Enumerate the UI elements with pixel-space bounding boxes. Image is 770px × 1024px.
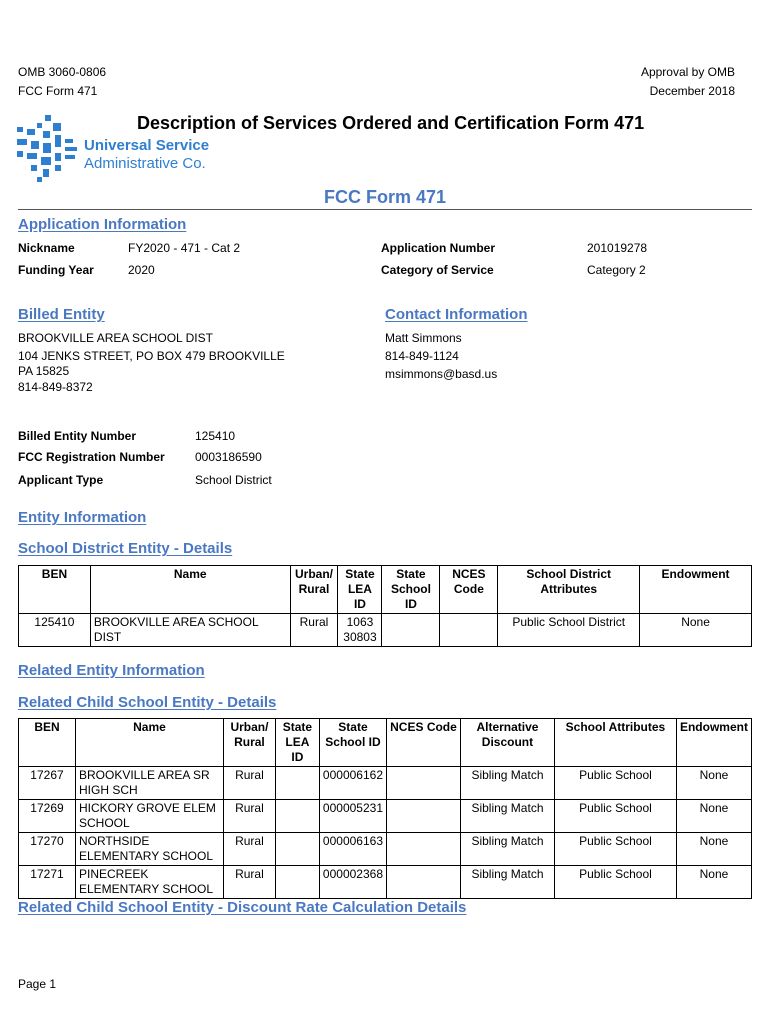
cell-urban-rural: Rural (290, 614, 338, 647)
cell-school-attributes: Public School (554, 833, 676, 866)
col-ben: BEN (19, 566, 91, 614)
cell-state-lea-id: 1063 30803 (338, 614, 382, 647)
billed-entity-phone: 814-849-8372 (18, 380, 93, 394)
cell-urban-rural: Rural (223, 866, 275, 899)
table-row (19, 800, 752, 833)
child-table (18, 718, 752, 899)
cell-name: PINECREEK ELEMENTARY SCHOOL (75, 866, 223, 899)
cell-state-school-id: 000006163 (319, 833, 386, 866)
col-district-attributes: School District Attributes (498, 566, 640, 614)
col-nces-code: NCES Code (440, 566, 498, 614)
billed-entity-number-label: Billed Entity Number (18, 429, 137, 443)
contact-name: Matt Simmons (385, 331, 462, 345)
cell-endowment: None (676, 833, 751, 866)
cell-endowment: None (640, 614, 752, 647)
title-divider (18, 209, 752, 210)
cell-ben: 17271 (19, 866, 76, 899)
funding-year-label: Funding Year (18, 263, 94, 277)
category-value: Category 2 (587, 263, 646, 277)
col-state-school-id: State School ID (319, 719, 386, 767)
cell-nces-code (440, 614, 498, 647)
cell-district-attributes: Public School District (498, 614, 640, 647)
cell-endowment: None (676, 767, 751, 800)
col-urban-rural: Urban/ Rural (223, 719, 275, 767)
child-table-header (19, 719, 752, 767)
table-row (19, 866, 752, 899)
cell-school-attributes: Public School (554, 767, 676, 800)
col-name: Name (90, 566, 290, 614)
col-state-lea-id: State LEA ID (275, 719, 319, 767)
cell-urban-rural: Rural (223, 800, 275, 833)
district-table-header (19, 566, 752, 614)
col-state-lea-id: State LEA ID (338, 566, 382, 614)
contact-phone: 814-849-1124 (385, 349, 459, 363)
applicant-type-label: Applicant Type (18, 473, 104, 487)
cell-alternative-discount: Sibling Match (460, 800, 554, 833)
cell-alternative-discount: Sibling Match (460, 833, 554, 866)
table-row (19, 833, 752, 866)
application-heading: Application Information (18, 216, 187, 233)
child-heading: Related Child School Entity - Details (18, 694, 277, 711)
cell-state-school-id: 000002368 (319, 866, 386, 899)
col-ben: BEN (19, 719, 76, 767)
cell-state-school-id (382, 614, 440, 647)
cell-state-school-id: 000006162 (319, 767, 386, 800)
entity-heading: Entity Information (18, 509, 147, 526)
cell-state-school-id: 000005231 (319, 800, 386, 833)
page-number: Page 1 (18, 977, 57, 991)
app-number-label: Application Number (381, 241, 496, 255)
app-number-value: 201019278 (587, 241, 648, 255)
cell-name: BROOKVILLE AREA SR HIGH SCH (75, 767, 223, 800)
billed-entity-address2: PA 15825 (18, 364, 70, 378)
cell-endowment: None (676, 866, 751, 899)
table-row (19, 614, 752, 647)
fcc-reg-value: 0003186590 (195, 450, 262, 464)
cell-alternative-discount: Sibling Match (460, 767, 554, 800)
nickname-label: Nickname (18, 241, 75, 255)
fcc-reg-label: FCC Registration Number (18, 450, 165, 464)
applicant-type-value: School District (195, 473, 272, 487)
cell-ben: 17267 (19, 767, 76, 800)
cell-nces-code (387, 800, 461, 833)
cell-name: HICKORY GROVE ELEM SCHOOL (75, 800, 223, 833)
col-nces-code: NCES Code (387, 719, 461, 767)
cell-nces-code (387, 833, 461, 866)
usac-logo-icon (15, 115, 79, 185)
cell-state-lea-id (275, 800, 319, 833)
main-title: Description of Services Ordered and Certification Form 471 (137, 113, 645, 133)
related-heading: Related Entity Information (18, 662, 205, 679)
col-state-school-id: State School ID (382, 566, 440, 614)
cell-state-lea-id (275, 767, 319, 800)
col-endowment: Endowment (640, 566, 752, 614)
funding-year-value: 2020 (128, 263, 155, 277)
cell-name: BROOKVILLE AREA SCHOOL DIST (90, 614, 290, 647)
nickname-value: FY2020 - 471 - Cat 2 (128, 241, 241, 255)
cell-state-lea-id (275, 866, 319, 899)
cell-name: NORTHSIDE ELEMENTARY SCHOOL (75, 833, 223, 866)
form-title: FCC Form 471 (323, 187, 447, 207)
cell-nces-code (387, 866, 461, 899)
col-endowment: Endowment (676, 719, 751, 767)
cell-school-attributes: Public School (554, 800, 676, 833)
billed-entity-name: BROOKVILLE AREA SCHOOL DIST (18, 331, 213, 345)
child-table-body (19, 767, 752, 899)
contact-email: msimmons@basd.us (385, 367, 498, 381)
cell-alternative-discount: Sibling Match (460, 866, 554, 899)
cell-school-attributes: Public School (554, 866, 676, 899)
table-row (19, 767, 752, 800)
billed-entity-address1: 104 JENKS STREET, PO BOX 479 BROOKVILLE (18, 349, 285, 363)
district-table (18, 565, 752, 647)
col-school-attributes: School Attributes (554, 719, 676, 767)
contact-heading: Contact Information (385, 306, 528, 323)
district-heading: School District Entity - Details (18, 540, 233, 557)
billed-entity-number: 125410 (195, 429, 236, 443)
cell-state-lea-id (275, 833, 319, 866)
col-name: Name (75, 719, 223, 767)
category-label: Category of Service (381, 263, 494, 277)
billed-entity-heading: Billed Entity (18, 306, 105, 323)
cell-urban-rural: Rural (223, 767, 275, 800)
cell-ben: 125410 (19, 614, 91, 647)
cell-endowment: None (676, 800, 751, 833)
cell-ben: 17269 (19, 800, 76, 833)
omb-approval: Approval by OMB (640, 65, 735, 79)
form-date: December 2018 (649, 84, 735, 98)
col-alternative-discount: Alternative Discount (460, 719, 554, 767)
discount-heading: Related Child School Entity - Discount Rate Calculation Details (18, 899, 467, 916)
col-urban-rural: Urban/ Rural (290, 566, 338, 614)
logo-text-line2: Administrative Co. (84, 155, 206, 172)
form-number: FCC Form 471 (18, 84, 98, 98)
logo-text-line1: Universal Service (84, 137, 210, 154)
omb-number: OMB 3060-0806 (18, 65, 107, 79)
cell-urban-rural: Rural (223, 833, 275, 866)
cell-ben: 17270 (19, 833, 76, 866)
cell-nces-code (387, 767, 461, 800)
